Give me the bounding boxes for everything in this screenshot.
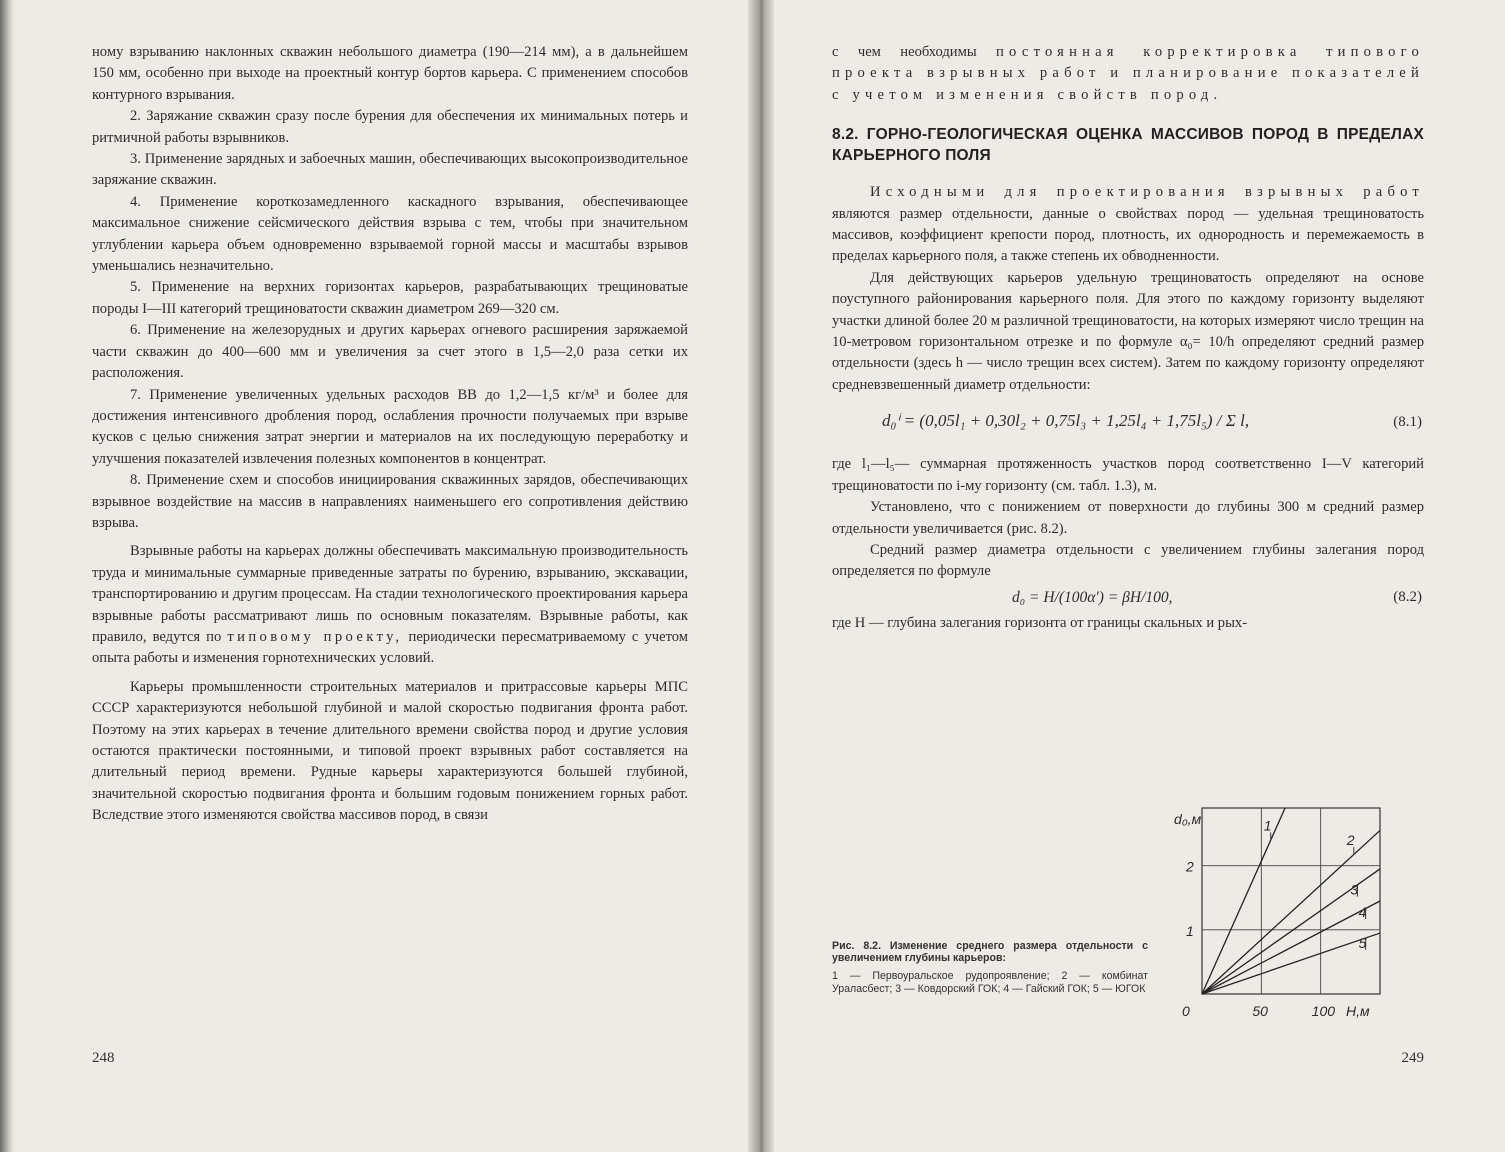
formula-8-2 (832, 583, 1424, 613)
paragraph-established: Установлено, что с понижением от поверхности до глубины 300 м средний размер отдельности увеличивается (рис. 8.2). (832, 499, 1424, 537)
paragraph-where-depth: где H — глубина залегания горизонта от границы скальных и рых- (832, 614, 1248, 631)
spaced-emphasis: Исходными для проектирования взрывных работ (870, 184, 1424, 201)
list-item: 4. Применение короткозамедленного каскадного взрывания, обеспечивающее максимальное снижение сейсмического действия взрыва с тем, чтобы при значительном углублении карьера объем одновременно взрываемой горной массы и масштабы взрывов уменьшались незначительно. (92, 193, 688, 275)
y-tick-label: 2 (1186, 858, 1194, 875)
paragraph: ному взрыванию наклонных скважин небольшого диаметра (190—214 мм), а в дальнейшем 150 мм, особенно при выходе на проектный контур бортов карьера. С применением способов контурного взрывания. (92, 44, 688, 103)
left-page (92, 0, 688, 1152)
left-page-text (92, 42, 688, 827)
page-number: 248 (92, 1050, 115, 1066)
figure-caption (832, 940, 1148, 995)
paragraph-initial-data (832, 182, 1424, 268)
text-run: являются размер отдельности, данные о свойствах пород — удельная трещиноватость массивов, коэффициент крепости пород, плотность, их однородность и перемежаемость в пределах карьерного поля, а также степень их обводненности. (832, 205, 1424, 265)
formula-expression: d₀ⁱ = (0,05l₁ + 0,30l₂ + 0,75l₃ + 1,25l₄ + 1,75l₅) / Σ l, (882, 411, 1250, 431)
list-item: 8. Применение схем и способов инициирования скважинных зарядов, обеспечивающих взрывное воздействие на массив в направлениях наименьшего его сопротивления действию взрыва. (92, 472, 688, 531)
series-line-1 (1202, 808, 1285, 994)
section-heading: 8.2. ГОРНО-ГЕОЛОГИЧЕСКАЯ ОЦЕНКА МАССИВОВ ПОРОД В ПРЕДЕЛАХ КАРЬЕРНОГО ПОЛЯ (832, 126, 1424, 165)
list-item: 5. Применение на верхних горизонтах карьеров, разрабатывающих трещиноватые породы I—III категорий трещиноватости скважин диаметром 269—320 см. (92, 279, 688, 317)
paragraph-where: где l₁—l₅— суммарная протяженность участков пород соответственно I—V категорий трещиноватости по i-му горизонту (см. табл. 1.3), м. (832, 456, 1424, 494)
page-edge (0, 0, 14, 1152)
x-tick-label: 100 (1311, 1003, 1336, 1019)
page-number: 249 (1401, 1050, 1424, 1066)
spaced-emphasis: типовому проекту, (227, 628, 403, 645)
paragraph-active-quarries: Для действующих карьеров удельную трещиноватость определяют на основе поуступного районирования карьерного поля. Для этого по каждому горизонту выделяют участки длиной более 20 м различной трещиноватости, на которых измеряют число трещин на 10-метровом горизонтальном отрезке и по формуле α₀= 10/h определяют средний размер отдельности (здесь h — число трещин всех систем). Затем по каждому горизонту определяют средневзвешенный диаметр отдельности: (832, 269, 1424, 393)
caption-legend: 1 — Первоуральское рудопроявление; 2 — комбинат Ураласбест; 3 — Ковдорский ГОК; 4 — Гайский ГОК; 5 — ЮГОК (832, 970, 1148, 995)
list-item: 2. Заряжание скважин сразу после бурения для обеспечения их минимальных потерь и ритмичной работы взрывников. (92, 108, 688, 146)
right-page-text (832, 42, 1424, 634)
paragraph-mean-size: Средний размер диаметра отдельности с увеличением глубины залегания пород определяется по формуле (832, 541, 1424, 580)
paragraph-quarries: Карьеры промышленности строительных материалов и притрассовые карьеры МПС СССР характеризуются небольшой глубиной и малой скоростью подвигания фронта работ. Поэтому на этих карьерах в течение длительного времени свойства пород и другие условия остаются практически постоянными, и типовой проект взрывных работ составляется на длительный период времени. Рудные карьеры характеризуются большей глубиной, значительной скоростью подвигания фронта и большим годовым понижением горных работ. Вследствие этого изменяются свойства массивов пород, в связи (92, 678, 688, 824)
series-line-4 (1202, 901, 1380, 994)
text-run: с чем необходимы (832, 44, 997, 60)
y-axis-label: d₀,м (1174, 811, 1202, 827)
paragraph-blasting-works (92, 541, 688, 669)
formula-number: (8.1) (1393, 414, 1422, 431)
x-axis-label: H,м (1346, 1003, 1370, 1019)
series-label: 1 (1263, 817, 1272, 834)
x-tick-label: 50 (1252, 1003, 1268, 1019)
text-run: Взрывные работы на карьерах должны обеспечивать максимальную производительность труда и минимальные суммарные приведенные затраты по бурению, взрыванию, экскавации, транспортированию и другим процессам. На стадии технологического проектирования карьера взрывные работы рассматривают лишь по основным показателям. Взрывные работы, как правило, ведутся по (92, 543, 688, 645)
series-line-2 (1202, 830, 1380, 994)
series-label: 2 (1346, 832, 1355, 849)
series-label: 3 (1350, 881, 1359, 898)
text-run: периодически пересматриваемому с учетом опыта работы и изменения горнотехнических условий. (92, 628, 689, 667)
list-item: 7. Применение увеличенных удельных расходов ВВ до 1,2—1,5 кг/м³ и более для достижения интенсивного дробления пород, ослабления прочности получаемых при взрыве кусков с целью снижения затрат энергии и материалов на их последующую переработку и улучшения показателей извлечения полезных компонентов в концентрат. (92, 386, 688, 467)
x-tick-label: 0 (1182, 1003, 1190, 1019)
y-tick-label: 1 (1186, 922, 1194, 939)
list-item: 3. Применение зарядных и забоечных машин, обеспечивающих высокопроизводительное заряжание скважин. (92, 151, 688, 189)
formula-number: (8.2) (1393, 588, 1422, 605)
series-label: 5 (1358, 934, 1367, 951)
caption-title: Рис. 8.2. Изменение среднего размера отдельности с увеличением глубины карьеров: (832, 940, 1148, 965)
list-item: 6. Применение на железорудных и других карьерах огневого расширения заряжаемой части скважин до 400—600 мм и увеличения за счет этого в 1,5—2,0 раза сетки их расположения. (92, 322, 688, 382)
spaced-emphasis: постоянная корректировка типового проекта взрывных работ и планирование показателей с учетом изменения свойств пород. (832, 44, 1424, 103)
formula-8-1 (832, 396, 1424, 454)
right-page (832, 0, 1424, 1152)
book-gutter (748, 0, 774, 1152)
series-line-5 (1202, 933, 1380, 994)
formula-expression: d₀ = H/(100α′) = βH/100, (1012, 588, 1173, 606)
depth-chart (1172, 798, 1402, 1030)
series-label: 4 (1358, 904, 1367, 921)
paragraph-continued (832, 42, 1424, 106)
